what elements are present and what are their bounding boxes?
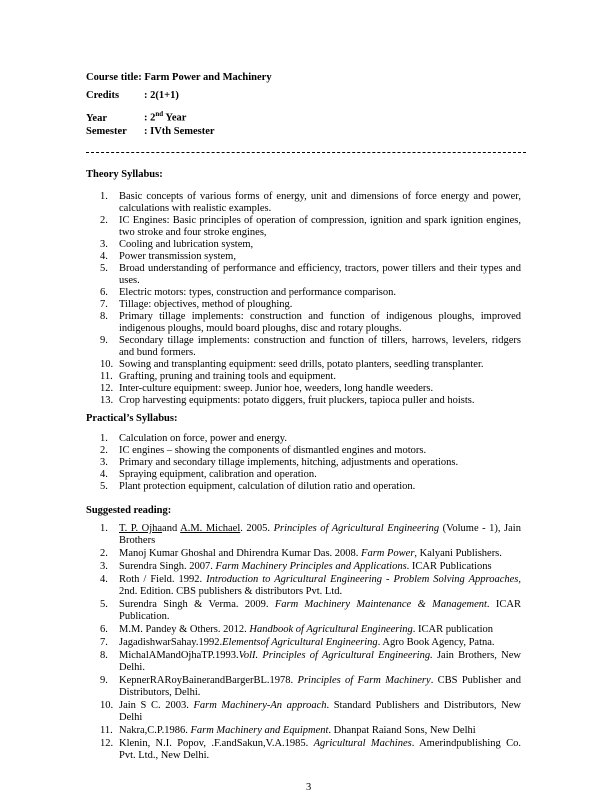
reference-text: Klenin, N.I. Popov, .F.andSakun,V.A.1985. [119, 738, 314, 749]
practical-heading: Practical’s Syllabus: [86, 413, 178, 424]
reference-title: Farm Machinery Maintenance & Management [274, 599, 487, 610]
theory-item [86, 383, 521, 395]
item-text: Secondary tillage implements: construction and function of tillers, harrows, levelers, ridgers and bund formers. [119, 335, 521, 358]
theory-item [86, 251, 521, 263]
page-number: 3 [306, 782, 312, 793]
item-number: 6. [100, 624, 108, 635]
item-number: 4. [100, 251, 108, 262]
item-number: 7. [100, 637, 108, 648]
item-number: 3. [100, 561, 108, 572]
item-number: 12. [100, 383, 114, 394]
reference-text: . ICAR publication [412, 624, 493, 635]
reference-text: . Agro Book Agency, Patna. [377, 637, 495, 648]
theory-item [86, 371, 521, 383]
reading-item [86, 523, 521, 547]
reading-item [86, 637, 521, 649]
practical-item [86, 481, 521, 493]
item-number: 1. [100, 523, 108, 534]
practical-item [86, 469, 521, 481]
item-number: 10. [100, 700, 114, 711]
reference-text: , Kalyani Publishers. [414, 548, 502, 559]
semester-line [86, 126, 215, 138]
practical-item [86, 445, 521, 457]
item-number: 10. [100, 359, 114, 370]
theory-item [86, 299, 521, 311]
item-text: Tillage: objectives, method of ploughing. [119, 299, 293, 310]
item-number: 11. [100, 725, 113, 736]
reference-text: . ICAR Publication. [119, 599, 521, 622]
reference-text: . ICAR Publications [406, 561, 492, 572]
reference-text: Surendra Singh & Verma. 2009. [119, 599, 275, 610]
item-text: IC Engines: Basic principles of operation of compression, ignition and spark ignition engines, two stroke and four stroke engines, [119, 215, 521, 238]
item-number: 9. [100, 675, 108, 686]
reference-text: MichalAMandOjhaTP.1993. [119, 650, 239, 661]
item-text: Sowing and transplanting equipment: seed drills, potato planters, seedling transplanter. [119, 359, 484, 370]
reference-text: (Volume - 1), Jain Brothers [119, 523, 521, 546]
reference-text: . Dhanpat Raiand Sons, New Delhi [328, 725, 476, 736]
practical-list [86, 433, 521, 493]
reading-item [86, 548, 521, 560]
item-number: 1. [100, 191, 108, 202]
item-number: 8. [100, 650, 108, 661]
theory-item [86, 395, 521, 407]
reading-item [86, 574, 521, 598]
reading-heading: Suggested reading: [86, 505, 172, 516]
item-number: 2. [100, 548, 108, 559]
credits-value: : 2(1+1) [144, 90, 179, 101]
reading-item [86, 624, 521, 636]
reference-title: Farm Power [361, 548, 415, 559]
item-number: 3. [100, 457, 108, 468]
reading-item [86, 675, 521, 699]
reference-title: Principles of Farm Machinery [297, 675, 431, 686]
reference-text: KepnerRARoyBainerandBargerBL.1978. [119, 675, 298, 686]
credits-line [86, 90, 179, 102]
reference-title: Farm Machinery and Equipment [190, 725, 329, 736]
item-text: Cooling and lubrication system, [119, 239, 254, 250]
item-number: 7. [100, 299, 108, 310]
practical-item [86, 457, 521, 469]
author-link[interactable]: A.M. Michael [180, 523, 241, 534]
item-number: 13. [100, 395, 114, 406]
theory-list [86, 191, 521, 407]
reference-title: Farm Machinery-An approach [193, 700, 327, 711]
theory-item [86, 215, 521, 239]
reference-text: and [162, 523, 181, 534]
theory-heading: Theory Syllabus: [86, 169, 163, 180]
year-value-prefix: : 2 [144, 112, 156, 124]
reference-text: Nakra,C.P.1986. [119, 725, 191, 736]
reference-title: Agricultural Machines [313, 738, 412, 749]
item-number: 8. [100, 311, 108, 322]
theory-item [86, 287, 521, 299]
reading-item [86, 738, 521, 762]
reference-text: M.M. Pandey & Others. 2012. [119, 624, 250, 635]
theory-item [86, 239, 521, 251]
reference-text: Surendra Singh. 2007. [119, 561, 216, 572]
reading-item [86, 650, 521, 674]
reference-title: Elementsof Agricultural Engineering [222, 637, 378, 648]
item-number: 12. [100, 738, 114, 749]
reading-item [86, 700, 521, 724]
item-text: Primary tillage implements: construction and function of indigenous ploughs, improved indigenous ploughs, mould board ploughs, disc and rotary ploughs. [119, 311, 521, 334]
course-title-label: Course title: [86, 72, 142, 83]
reference-text: . Amerindpublishing Co. Pvt. Ltd., New Delhi. [119, 738, 521, 761]
year-value-suffix: Year [163, 112, 187, 124]
theory-item [86, 191, 521, 215]
item-number: 4. [100, 469, 108, 480]
item-number: 6. [100, 287, 108, 298]
reference-title: Farm Machinery Principles and Applications [215, 561, 407, 572]
item-text: Plant protection equipment, calculation of dilution ratio and operation. [119, 481, 416, 492]
theory-item [86, 359, 521, 371]
reference-text: Jain S C. 2003. [119, 700, 194, 711]
course-title-line [86, 72, 272, 84]
item-number: 5. [100, 263, 108, 274]
item-text: IC engines – showing the components of dismantled engines and motors. [119, 445, 427, 456]
item-number: 5. [100, 599, 108, 610]
item-number: 4. [100, 574, 108, 585]
dashed-divider [86, 152, 526, 153]
item-number: 3. [100, 239, 108, 250]
theory-item [86, 311, 521, 335]
practical-item [86, 433, 521, 445]
item-number: 2. [100, 215, 108, 226]
item-text: Calculation on force, power and energy. [119, 433, 287, 444]
reading-item [86, 561, 521, 573]
year-value-sup: nd [155, 110, 164, 118]
reference-text: Manoj Kumar Ghoshal and Dhirendra Kumar Das. 2008. [119, 548, 362, 559]
theory-item [86, 335, 521, 359]
theory-item [86, 263, 521, 287]
semester-label: Semester [86, 126, 127, 137]
reading-item [86, 599, 521, 623]
reference-title: VolI. Principles of Agricultural Engineering. [238, 650, 433, 661]
item-number: 5. [100, 481, 108, 492]
reference-text: 2nd. Edition. CBS publishers & distributors Pvt. Ltd. [119, 586, 343, 597]
reference-text: Roth / Field. 1992. [119, 574, 207, 585]
item-text: Crop harvesting equipments: potato diggers, fruit pluckers, tapioca puller and hoists. [119, 395, 475, 406]
course-title-value: Farm Power and Machinery [144, 72, 272, 83]
credits-label: Credits [86, 90, 120, 101]
item-number: 2. [100, 445, 108, 456]
reference-title: Handbook of Agricultural Engineering [249, 624, 413, 635]
reference-text: . CBS Publisher and Distributors, Delhi. [119, 675, 521, 698]
item-number: 9. [100, 335, 108, 346]
item-text: Basic concepts of various forms of energy, unit and dimensions of force energy and power, calculations with realistic examples. [119, 191, 521, 214]
year-line [86, 108, 186, 125]
semester-value: : IVth Semester [144, 126, 215, 137]
reading-list [86, 523, 521, 763]
item-text: Spraying equipment, calibration and operation. [119, 469, 317, 480]
item-text: Broad understanding of performance and efficiency, tractors, power tillers and their types and uses. [119, 263, 521, 286]
reading-item [86, 725, 521, 737]
item-text: Primary and secondary tillage implements, hitching, adjustments and operations. [119, 457, 459, 468]
reference-text: JagadishwarSahay.1992. [119, 637, 223, 648]
reference-text: . Standard Publishers and Distributors, New Delhi [119, 700, 521, 723]
item-text: Grafting, pruning and training tools and equipment. [119, 371, 336, 382]
item-text: Electric motors: types, construction and performance comparison. [119, 287, 396, 298]
reference-text: . 2005. [240, 523, 274, 534]
item-text: Inter-culture equipment: sweep. Junior hoe, weeders, long handle weeders. [119, 383, 434, 394]
reference-text: Jain Brothers, New Delhi. [119, 650, 522, 673]
author-link[interactable]: T. P. Ojha [119, 523, 163, 534]
item-text: Power transmission system, [119, 251, 236, 262]
reference-title: Principles of Agricultural Engineering [273, 523, 440, 534]
item-number: 11. [100, 371, 113, 382]
year-label: Year [86, 112, 107, 124]
reference-title: Introduction to Agricultural Engineering - Problem Solving Approaches, [206, 574, 521, 585]
item-number: 1. [100, 433, 108, 444]
